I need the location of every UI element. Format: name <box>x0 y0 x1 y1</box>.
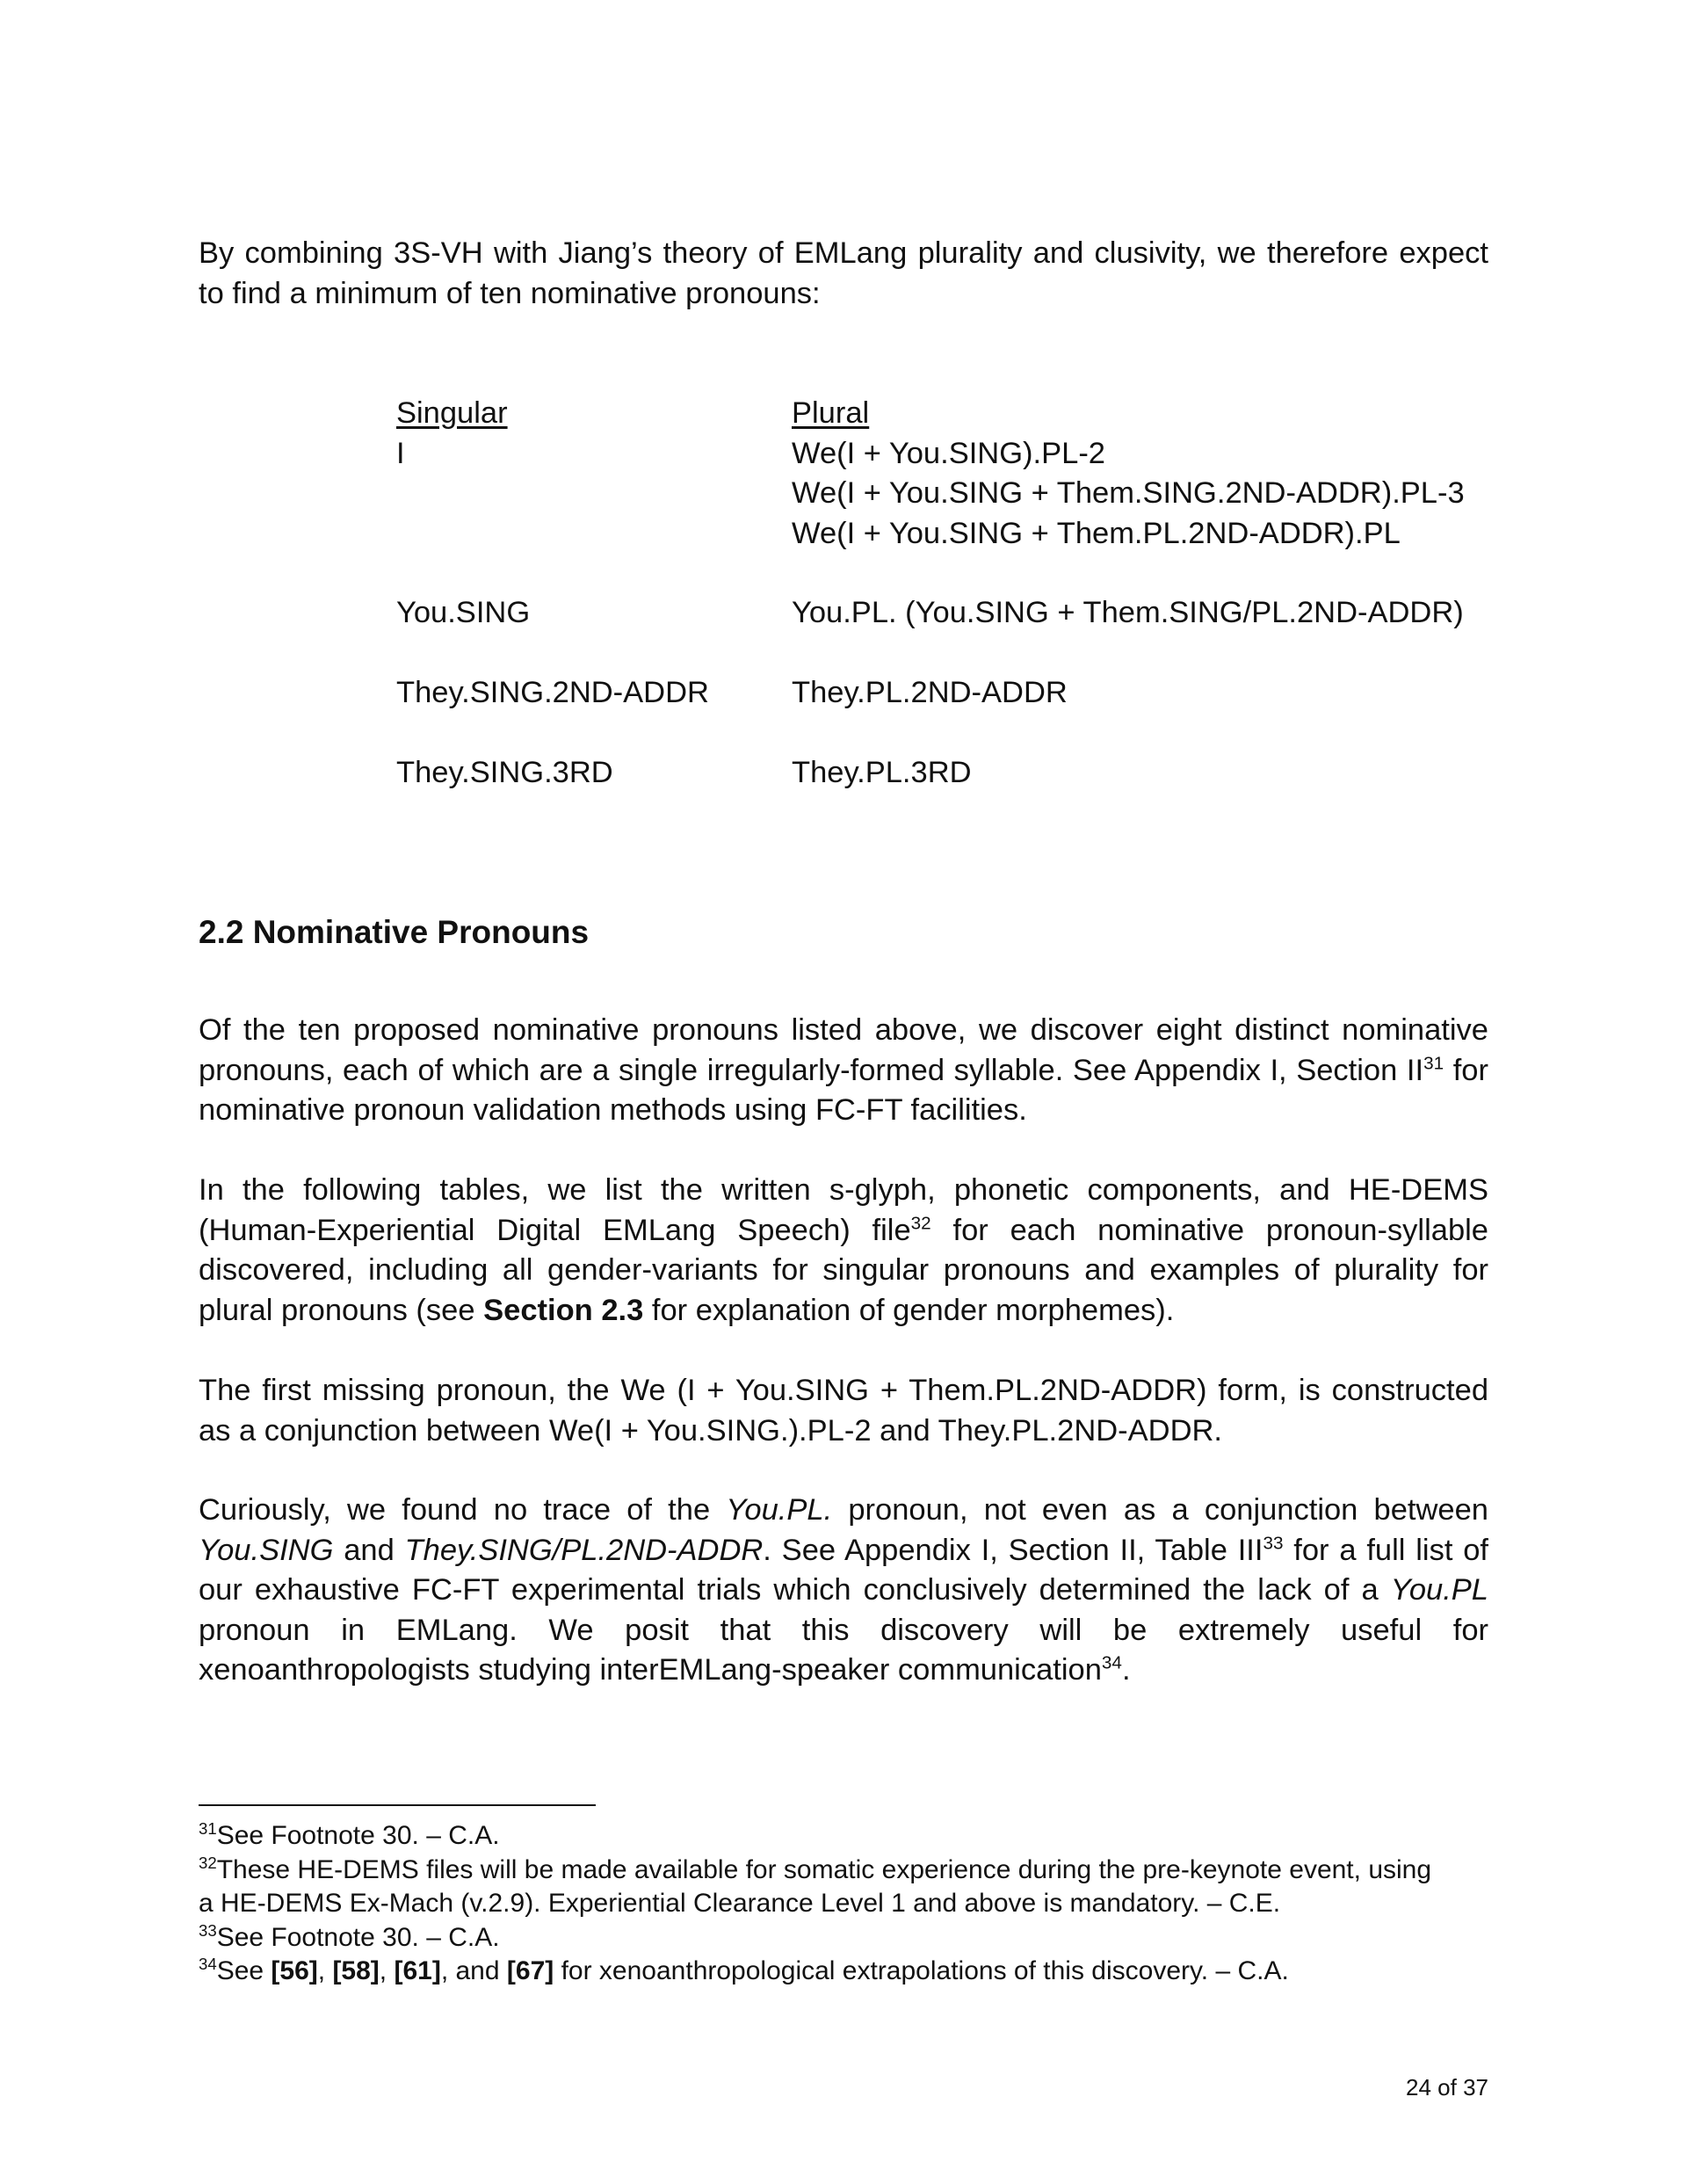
plural-pronoun: We(I + You.SING + Them.SING.2ND-ADDR).PL-3 <box>792 476 1465 510</box>
intro-line: By combining 3S-VH with Jiang’s theory of EMLang plurality and clusivity, we therefore expect <box>199 236 1488 270</box>
paragraph-line: The first missing pronoun, the We (I + You.SING + Them.PL.2ND-ADDR) form, is constructed <box>199 1374 1488 1407</box>
plural-pronoun: They.PL.3RD <box>792 756 972 789</box>
paragraph-line: In the following tables, we list the written s-glyph, phonetic components, and HE-DEMS <box>199 1173 1488 1207</box>
paragraph-line: (Human-Experiential Digital EMLang Speech) file$^{32}$ for each nominative pronoun-syllable <box>199 1213 1488 1247</box>
paragraph-line: our exhaustive FC-FT experimental trials which conclusively determined the lack of a You.PL <box>199 1573 1488 1607</box>
plural-pronoun: We(I + You.SING).PL-2 <box>792 436 1105 470</box>
singular-pronoun: They.SING.3RD <box>396 756 613 789</box>
body-paragraph <box>199 1011 1488 1131</box>
footnote-32: $^{32}$These HE-DEMS files will be made available for somatic experience during the pre-keynote event, using <box>199 1853 1432 1884</box>
body-paragraph <box>199 1491 1488 1691</box>
footnote-ref-34: 34 <box>1101 1652 1122 1673</box>
page-number: 24 of 37 <box>1406 2074 1488 2101</box>
section-reference: Section 2.3 <box>483 1293 644 1327</box>
intro-line: to find a minimum of ten nominative pronouns: <box>199 276 821 310</box>
paragraph-line: Of the ten proposed nominative pronouns listed above, we discover eight distinct nominative <box>199 1013 1488 1047</box>
paragraph-line: pronouns, each of which are a single irregularly-formed syllable. See Appendix I, Section II$^{31}$ for <box>199 1053 1488 1087</box>
plural-pronoun: You.PL. (You.SING + Them.SING/PL.2ND-ADDR) <box>792 596 1464 629</box>
paragraph-line: Curiously, we found no trace of the You.PL. pronoun, not even as a conjunction between <box>199 1493 1488 1527</box>
footnote-33: $^{33}$See Footnote 30. – C.A. <box>199 1920 500 1952</box>
paragraph-line: nominative pronoun validation methods using FC-FT facilities. <box>199 1093 1027 1127</box>
paragraph-line: pronoun in EMLang. We posit that this discovery will be extremely useful for <box>199 1613 1488 1647</box>
footnote-divider <box>199 1804 596 1806</box>
plural-pronoun: They.PL.2ND-ADDR <box>792 676 1068 709</box>
plural-header: Plural <box>792 396 870 430</box>
footnote-ref-32: 32 <box>910 1213 931 1233</box>
footnote-ref-33: 33 <box>1263 1533 1284 1553</box>
singular-pronoun: You.SING <box>396 596 531 629</box>
footnote-31: $^{31}$See Footnote 30. – C.A. <box>199 1819 500 1850</box>
paragraph-line: as a conjunction between We(I + You.SING.).PL-2 and They.PL.2ND-ADDR. <box>199 1413 1222 1448</box>
body-paragraph <box>199 1171 1488 1331</box>
singular-pronoun: I <box>396 436 405 470</box>
body-paragraph <box>199 1371 1488 1451</box>
paragraph-line: plural pronouns (see Section 2.3 for explanation of gender morphemes). <box>199 1293 1175 1327</box>
paragraph-line: discovered, including all gender-variants for singular pronouns and examples of plurality for <box>199 1253 1488 1287</box>
footnotes <box>199 1819 1488 1989</box>
singular-header: Singular <box>396 396 508 430</box>
plural-pronoun: We(I + You.SING + Them.PL.2ND-ADDR).PL <box>792 516 1401 550</box>
section-heading: 2.2 Nominative Pronouns <box>199 914 590 950</box>
footnote-32-continuation: a HE-DEMS Ex-Mach (v.2.9). Experiential Clearance Level 1 and above is mandatory. – C.E. <box>199 1889 1281 1918</box>
singular-pronoun: They.SING.2ND-ADDR <box>396 676 709 709</box>
footnote-ref-31: 31 <box>1423 1053 1444 1073</box>
paragraph-line: You.SING and They.SING/PL.2ND-ADDR. See Appendix I, Section II, Table III$^{33}$ for a full list of <box>199 1533 1488 1567</box>
intro-paragraph <box>199 234 1488 314</box>
paragraph-line: xenoanthropologists studying interEMLang-speaker communication$^{34}$. <box>199 1652 1131 1687</box>
footnote-34: $^{34}$See [56], [58], [61], and [67] for xenoanthropological extrapolations of this discovery. – C.A. <box>199 1955 1289 1985</box>
